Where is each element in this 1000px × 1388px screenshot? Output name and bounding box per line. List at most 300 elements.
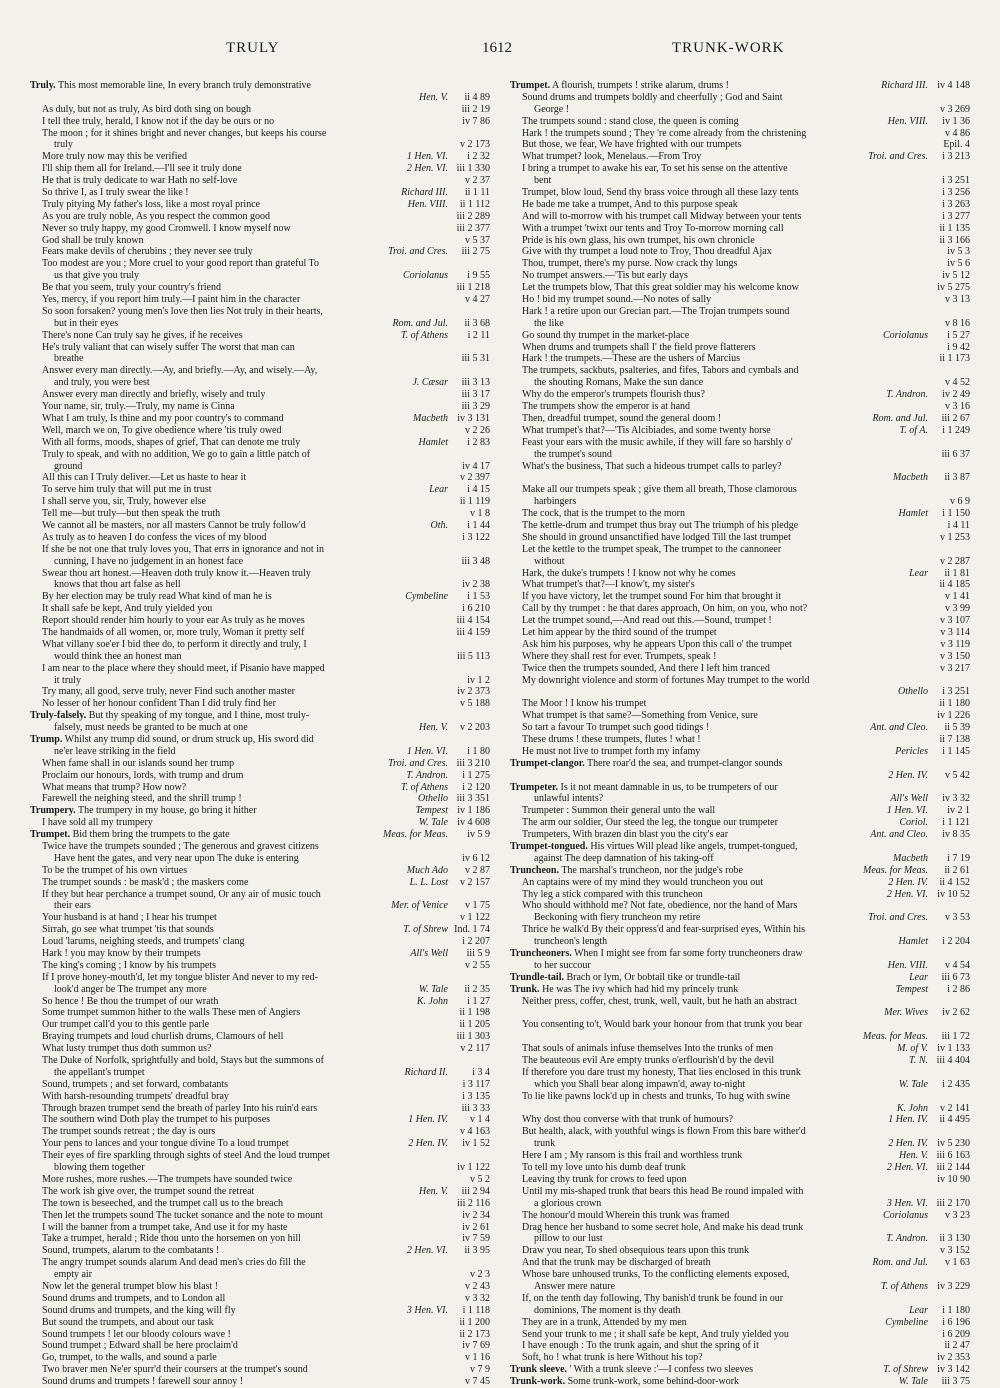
quotation: Hark ! you may know by their trumpets xyxy=(42,948,201,960)
act-scene-line: iii 3 17 xyxy=(461,389,490,401)
quotation-text xyxy=(30,187,397,199)
act-scene-line: iii 2 19 xyxy=(461,103,490,115)
quotation-text xyxy=(30,900,387,912)
concordance-line xyxy=(510,1067,970,1079)
quotation: Leaving thy trunk for crows to feed upon xyxy=(522,1173,687,1185)
concordance-line xyxy=(30,1031,490,1043)
act-scene-line: v 7 9 xyxy=(470,1364,490,1376)
quotation: Tell me—but truly—but then speak the truth xyxy=(42,508,221,520)
headword: Trumpery. xyxy=(30,805,76,817)
act-scene-line: v 2 141 xyxy=(940,1102,970,1114)
concordance-line xyxy=(510,461,970,473)
quotation-text xyxy=(30,710,444,722)
play-reference: Lear xyxy=(429,484,448,496)
quotation: Some trumpet summon hither to the walls These men of Angiers xyxy=(42,1007,301,1019)
act-scene-line: i 2 11 xyxy=(467,329,490,341)
concordance-line xyxy=(30,1103,490,1115)
play-reference: Rom. and Jul. xyxy=(872,412,928,424)
concordance-line xyxy=(30,770,490,782)
quotation: The trumpet sounds retreat ; the day is ours xyxy=(42,1126,216,1138)
concordance-line xyxy=(510,270,970,282)
quotation: Thy leg a stick compared with this truncheon xyxy=(522,888,703,900)
concordance-line xyxy=(510,1150,970,1162)
act-scene-line: iv 2 61 xyxy=(462,1221,490,1233)
concordance-line xyxy=(510,246,970,258)
concordance-line xyxy=(30,1210,490,1222)
concordance-line xyxy=(510,556,970,568)
concordance-line xyxy=(30,389,490,401)
act-scene-line: iii 2 67 xyxy=(941,412,970,424)
quotation-text xyxy=(30,793,414,805)
quotation-text xyxy=(30,722,415,734)
quotation-text xyxy=(30,104,444,116)
quotation-text xyxy=(30,1031,444,1043)
quotation-text xyxy=(30,330,397,342)
act-scene-line: Epil. 4 xyxy=(943,139,970,151)
quotation: Yes, mercy, if you report him truly.—I paint him in the character xyxy=(42,294,301,306)
concordance-line xyxy=(510,960,970,972)
quotation: Hark ! the trumpets.—These are the ushers of Marcius xyxy=(522,353,740,365)
concordance-line xyxy=(30,722,490,734)
quotation-text xyxy=(30,401,444,413)
quotation: it truly xyxy=(54,674,81,686)
play-reference: Cymbeline xyxy=(885,1316,928,1328)
play-reference: Mer. Wives xyxy=(884,1007,928,1019)
act-scene-line: v 3 119 xyxy=(940,638,970,650)
quotation-text xyxy=(510,461,924,473)
play-reference: Troi. and Cres. xyxy=(388,246,448,258)
concordance-line xyxy=(30,211,490,223)
act-scene-line: iv 2 49 xyxy=(942,389,970,401)
concordance-line xyxy=(30,1138,490,1150)
act-scene-line: i 2 120 xyxy=(462,781,490,793)
concordance-line xyxy=(30,591,490,603)
quotation: The trumpets sound : stand close, the queen is coming xyxy=(522,115,739,127)
quotation-text xyxy=(510,1340,924,1352)
quotation-text xyxy=(30,1091,444,1103)
quotation-text xyxy=(30,544,444,556)
quotation: Ho ! bid my trumpet sound.—No notes of sally xyxy=(522,294,712,306)
concordance-line xyxy=(30,1043,490,1055)
concordance-line xyxy=(510,1340,970,1352)
quotation: Their eyes of fire sparkling through sights of steel And the loud trumpet xyxy=(42,1150,330,1162)
quotation: I will the banner from a trumpet take, And use it for my haste xyxy=(42,1221,288,1233)
act-scene-line: i 4 15 xyxy=(467,484,490,496)
concordance-line xyxy=(30,365,490,377)
play-reference: J. Cæsar xyxy=(412,377,448,389)
quotation: blowing them together xyxy=(54,1162,145,1174)
quotation-text xyxy=(30,377,408,389)
quotation-text xyxy=(30,651,444,663)
quotation: There's none Can truly say he gives, if he receives xyxy=(42,329,243,341)
act-scene-line: i 3 263 xyxy=(942,198,970,210)
quotation: With harsh-resounding trumpets' dreadful bray xyxy=(42,1090,229,1102)
quotation: It shall safe be kept, And truly yielded you xyxy=(42,603,213,615)
act-scene-line: iv 3 131 xyxy=(457,412,490,424)
quotation-text xyxy=(30,270,399,282)
concordance-line xyxy=(510,1269,970,1281)
quotation: Go sound thy trumpet in the market-place xyxy=(522,329,690,341)
quotation-text xyxy=(510,437,924,449)
play-reference: 2 Hen. IV. xyxy=(408,1138,448,1150)
concordance-line xyxy=(30,948,490,960)
quotation-text xyxy=(30,663,444,675)
quotation-text xyxy=(510,1233,882,1245)
concordance-line xyxy=(30,330,490,342)
quotation-text xyxy=(30,984,415,996)
concordance-line xyxy=(30,1055,490,1067)
quotation: The work ish give over, the trumpet sound the retreat xyxy=(42,1185,255,1197)
concordance-line xyxy=(510,211,970,223)
act-scene-line: iv 2 62 xyxy=(942,1007,970,1019)
play-reference: Lear xyxy=(909,1304,928,1316)
play-reference: T. of Shrew xyxy=(403,924,448,936)
quotation: The Duke of Norfolk, sprightfully and bold, Stays but the summons of xyxy=(42,1055,324,1067)
act-scene-line: iv 1 186 xyxy=(457,805,490,817)
quotation: trunk xyxy=(534,1138,556,1150)
act-scene-line: iii 2 170 xyxy=(936,1197,970,1209)
act-scene-line: iv 7 69 xyxy=(462,1340,490,1352)
concordance-line xyxy=(30,1293,490,1305)
quotation-text xyxy=(510,151,864,163)
quotation-text xyxy=(30,199,404,211)
quotation-text xyxy=(510,92,924,104)
concordance-line xyxy=(510,294,970,306)
act-scene-line: ii 3 68 xyxy=(464,317,490,329)
quotation-text xyxy=(510,389,882,401)
play-reference: Meas. for Meas. xyxy=(863,1031,928,1043)
quotation-text xyxy=(30,1055,444,1067)
concordance-line xyxy=(30,639,490,651)
concordance-line xyxy=(510,258,970,270)
play-reference: Lear xyxy=(909,971,928,983)
act-scene-line: i 1 150 xyxy=(942,508,970,520)
concordance-line xyxy=(510,306,970,318)
quotation: Make all our trumpets speak ; give them all breath, Those clamorous xyxy=(522,484,797,496)
quotation-text xyxy=(510,1376,895,1388)
act-scene-line: ii 1 180 xyxy=(939,698,970,710)
concordance-line xyxy=(30,318,490,330)
entry-headword-line xyxy=(30,710,490,722)
quotation-text xyxy=(510,1091,924,1103)
act-scene-line: v 2 3 xyxy=(470,1269,490,1281)
quotation-text xyxy=(510,805,883,817)
act-scene-line: v 1 122 xyxy=(460,912,490,924)
headword: Trump. xyxy=(30,733,63,745)
concordance-line xyxy=(30,282,490,294)
headword: Truncheoners. xyxy=(510,948,572,960)
concordance-line xyxy=(30,984,490,996)
concordance-line xyxy=(30,496,490,508)
entry-headword-line xyxy=(30,734,490,746)
act-scene-line: iv 4 148 xyxy=(937,80,970,91)
concordance-line xyxy=(510,663,970,675)
play-reference: 3 Hen. VI. xyxy=(886,1197,928,1209)
quotation-text xyxy=(30,603,444,615)
act-scene-line: i 1 275 xyxy=(462,769,490,781)
quotation-text xyxy=(510,1281,877,1293)
entry-headword-line xyxy=(510,758,970,770)
quotation-text xyxy=(30,556,444,568)
concordance-line xyxy=(30,615,490,627)
act-scene-line: iv 1 226 xyxy=(937,710,970,722)
quotation-text xyxy=(510,211,924,223)
quotation: If, on the tenth day following, Thy banish'd trunk be found in our xyxy=(522,1292,784,1304)
quotation: but in their eyes xyxy=(54,317,119,329)
quotation-text xyxy=(30,936,444,948)
quotation-text xyxy=(510,1317,881,1329)
concordance-line xyxy=(510,187,970,199)
quotation-text xyxy=(30,294,444,306)
quotation: Ask him his purposes, why he appears Upon this call o' the trumpet xyxy=(522,638,792,650)
quotation: The marshal's truncheon, nor the judge's robe xyxy=(561,864,743,876)
quotation-text xyxy=(30,389,444,401)
play-reference: Tempest xyxy=(415,805,448,817)
quotation-text xyxy=(510,520,924,532)
play-reference: 2 Hen. VI. xyxy=(406,1245,448,1257)
concordance-line xyxy=(30,1186,490,1198)
quotation: and truly, you were best xyxy=(54,377,150,389)
quotation-text xyxy=(30,175,444,187)
quotation: What I am truly, Is thine and my poor country's to command xyxy=(42,412,284,424)
quotation-text xyxy=(510,1198,883,1210)
concordance-line xyxy=(510,734,970,746)
concordance-line xyxy=(510,1233,970,1245)
headword: Trunk. xyxy=(510,983,540,995)
act-scene-line: i 9 42 xyxy=(947,341,970,353)
quotation-text xyxy=(510,294,924,306)
entry-headword-line xyxy=(510,865,970,877)
act-scene-line: v 2 117 xyxy=(460,1043,490,1055)
quotation-text xyxy=(510,1329,924,1341)
act-scene-line: ii 3 130 xyxy=(939,1233,970,1245)
quotation: Trumpet, blow loud, Send thy brass voice through all these lazy tents xyxy=(522,187,799,199)
entry-headword-line xyxy=(510,80,970,92)
quotation-text xyxy=(30,1281,444,1293)
act-scene-line: i 3 117 xyxy=(462,1078,490,1090)
quotation: When drums and trumpets shall I' the field prove flatterers xyxy=(522,341,756,353)
act-scene-line: i 1 44 xyxy=(467,519,490,531)
quotation-text xyxy=(30,246,384,258)
quotation-text xyxy=(510,579,924,591)
quotation: The arm our soldier, Our steed the leg, the tongue our trumpeter xyxy=(522,817,778,829)
act-scene-line: v 3 114 xyxy=(940,626,970,638)
act-scene-line: i 6 210 xyxy=(462,603,490,615)
concordance-line xyxy=(30,1305,490,1317)
act-scene-line: iv 1 52 xyxy=(462,1138,490,1150)
quotation: If you have victory, let the trumpet sound For him that brought it xyxy=(522,591,782,603)
concordance-line xyxy=(510,223,970,235)
quotation-text xyxy=(510,235,924,247)
quotation-text xyxy=(510,984,892,996)
quotation-text xyxy=(510,793,886,805)
play-reference: Hen. VIII. xyxy=(887,115,928,127)
act-scene-line: iv 1 133 xyxy=(937,1043,970,1055)
concordance-line xyxy=(30,782,490,794)
quotation: With a trumpet 'twixt our tents and Troy To-morrow morning call xyxy=(522,222,784,234)
concordance-line xyxy=(30,1162,490,1174)
act-scene-line: iv 2 1 xyxy=(947,805,970,817)
act-scene-line: v 1 253 xyxy=(940,531,970,543)
concordance-line xyxy=(30,675,490,687)
entry-headword-line xyxy=(30,805,490,817)
quotation: As duly, but not as truly, As bird doth sing on bough xyxy=(42,103,251,115)
concordance-line xyxy=(30,1281,490,1293)
act-scene-line: iii 3 29 xyxy=(461,401,490,413)
act-scene-line: iii 6 73 xyxy=(941,971,970,983)
concordance-line xyxy=(30,116,490,128)
concordance-line xyxy=(510,484,970,496)
play-reference: Rom. and Jul. xyxy=(872,1257,928,1269)
concordance-line xyxy=(510,710,970,722)
act-scene-line: v 4 163 xyxy=(460,1126,490,1138)
play-reference: Troi. and Cres. xyxy=(868,912,928,924)
concordance-line xyxy=(510,686,970,698)
quotation-text xyxy=(510,948,924,960)
quotation-text xyxy=(30,889,444,901)
act-scene-line: v 8 16 xyxy=(945,317,970,329)
concordance-line xyxy=(30,972,490,984)
quotation: ' With a trunk sleeve :'—I confess two sleeves xyxy=(569,1364,754,1376)
act-scene-line: v 6 9 xyxy=(950,496,970,508)
quotation: ground xyxy=(54,460,83,472)
quotation-text xyxy=(30,306,444,318)
act-scene-line: v 3 32 xyxy=(465,1292,490,1304)
quotation-text xyxy=(510,80,877,92)
play-reference: All's Well xyxy=(410,948,448,960)
quotation: Farewell the neighing steed, and the shrill trump ! xyxy=(42,793,242,805)
act-scene-line: ii 5 39 xyxy=(944,722,970,734)
quotation-text xyxy=(30,1079,444,1091)
concordance-line xyxy=(510,1174,970,1186)
concordance-line xyxy=(30,128,490,140)
quotation: Feast your ears with the music awhile, if they will fare so harshly o' xyxy=(522,436,793,448)
quotation-text xyxy=(510,425,895,437)
concordance-line xyxy=(30,1198,490,1210)
entry-headword-line xyxy=(510,972,970,984)
act-scene-line: i 3 256 xyxy=(942,187,970,199)
quotation-text xyxy=(510,568,905,580)
headword: Truly. xyxy=(30,80,56,91)
quotation: They are in a trunk, Attended by my men xyxy=(522,1316,687,1328)
act-scene-line: i 4 11 xyxy=(947,519,970,531)
quotation: No lesser of her honour confident Than I did truly find her xyxy=(42,698,276,710)
quotation-text xyxy=(510,889,883,901)
act-scene-line: ii 1 198 xyxy=(459,1007,490,1019)
quotation-text xyxy=(30,924,399,936)
act-scene-line: v 2 397 xyxy=(460,472,490,484)
quotation: Now let the general trumpet blow his blast ! xyxy=(42,1280,219,1292)
act-scene-line: v 1 75 xyxy=(465,900,490,912)
act-scene-line: v 3 23 xyxy=(945,1209,970,1221)
quotation-text xyxy=(510,912,864,924)
act-scene-line: v 2 173 xyxy=(460,139,490,151)
concordance-line xyxy=(30,425,490,437)
concordance-line xyxy=(510,615,970,627)
headword: Trumpet-clangor. xyxy=(510,757,585,769)
quotation-text xyxy=(510,722,866,734)
concordance-line xyxy=(510,1162,970,1174)
concordance-line xyxy=(30,461,490,473)
act-scene-line: v 2 157 xyxy=(460,876,490,888)
entry-headword-line xyxy=(510,984,970,996)
quotation-text xyxy=(510,377,924,389)
quotation-text xyxy=(30,1352,444,1364)
quotation-text xyxy=(30,758,384,770)
quotation: The trumpets show the emperor is at hand xyxy=(522,401,691,413)
quotation: So hence ! Be thou the trumpet of our wrath xyxy=(42,995,219,1007)
quotation-text xyxy=(30,948,406,960)
act-scene-line: i 1 53 xyxy=(467,591,490,603)
concordance-line xyxy=(30,1114,490,1126)
quotation: Truly to speak, and with no addition, We go to gain a little patch of xyxy=(42,448,311,460)
concordance-line xyxy=(510,817,970,829)
quotation-text xyxy=(510,734,924,746)
concordance-line xyxy=(510,1091,970,1103)
act-scene-line: ii 1 173 xyxy=(939,353,970,365)
act-scene-line: iv 10 52 xyxy=(937,888,970,900)
act-scene-line: v 2 26 xyxy=(465,424,490,436)
quotation: Let the trumpets blow, That this great soldier may his welcome know xyxy=(522,282,799,294)
concordance-line xyxy=(510,139,970,151)
quotation-text xyxy=(30,568,444,580)
play-reference: Richard II. xyxy=(404,1066,448,1078)
quotation: Sound, trumpets ; and set forward, combatants xyxy=(42,1078,229,1090)
quotation: The beauteous evil Are empty trunks o'erflourish'd by the devil xyxy=(522,1055,775,1067)
concordance-line xyxy=(30,520,490,532)
concordance-line xyxy=(30,508,490,520)
play-reference: Coriolanus xyxy=(402,270,448,282)
act-scene-line: iv 2 34 xyxy=(462,1209,490,1221)
act-scene-line: i 2 86 xyxy=(947,983,970,995)
quotation: I have enough : To the trunk again, and shut the spring of it xyxy=(522,1340,759,1352)
quotation-text xyxy=(30,686,444,698)
quotation: My downright violence and storm of fortunes May trumpet to the world xyxy=(522,674,810,686)
quotation-text xyxy=(510,782,924,794)
quotation: a glorious crown xyxy=(534,1197,602,1209)
concordance-line xyxy=(30,532,490,544)
quotation: Trumpeters, With brazen din blast you the city's ear xyxy=(522,829,729,841)
quotation-text xyxy=(510,496,924,508)
act-scene-line: iv 5 9 xyxy=(467,829,490,841)
act-scene-line: iii 1 72 xyxy=(941,1031,970,1043)
act-scene-line: v 5 42 xyxy=(945,769,970,781)
quotation: Here I am ; My ransom is this frail and worthless trunk xyxy=(522,1150,743,1162)
quotation-text xyxy=(510,1352,924,1364)
quotation: This most memorable line, In every branch truly demonstrative xyxy=(57,80,311,91)
quotation-text xyxy=(510,1055,905,1067)
quotation-text xyxy=(510,960,884,972)
headword: Trumpet. xyxy=(510,80,551,91)
play-reference: Hen. V. xyxy=(419,1185,448,1197)
quotation: cunning, I have no judgement in an honest face xyxy=(54,555,244,567)
concordance-line xyxy=(30,413,490,425)
quotation: bent xyxy=(534,175,552,187)
act-scene-line: v 3 152 xyxy=(940,1245,970,1257)
concordance-line xyxy=(30,270,490,282)
quotation: Beckoning with fiery truncheon my retire xyxy=(534,912,701,924)
quotation: Proclaim our honours, lords, with trump and drum xyxy=(42,769,244,781)
quotation-text xyxy=(510,365,924,377)
quotation-text xyxy=(30,151,403,163)
play-reference: W. Tale xyxy=(418,983,448,995)
quotation: The Moor ! I know his trumpet xyxy=(522,698,647,710)
act-scene-line: i 6 196 xyxy=(942,1316,970,1328)
play-reference: T. of Shrew xyxy=(883,1364,928,1376)
concordance-line xyxy=(30,853,490,865)
quotation: Two braver men Ne'er spurr'd their coursers at the trumpet's sound xyxy=(42,1364,308,1376)
concordance-line xyxy=(510,365,970,377)
